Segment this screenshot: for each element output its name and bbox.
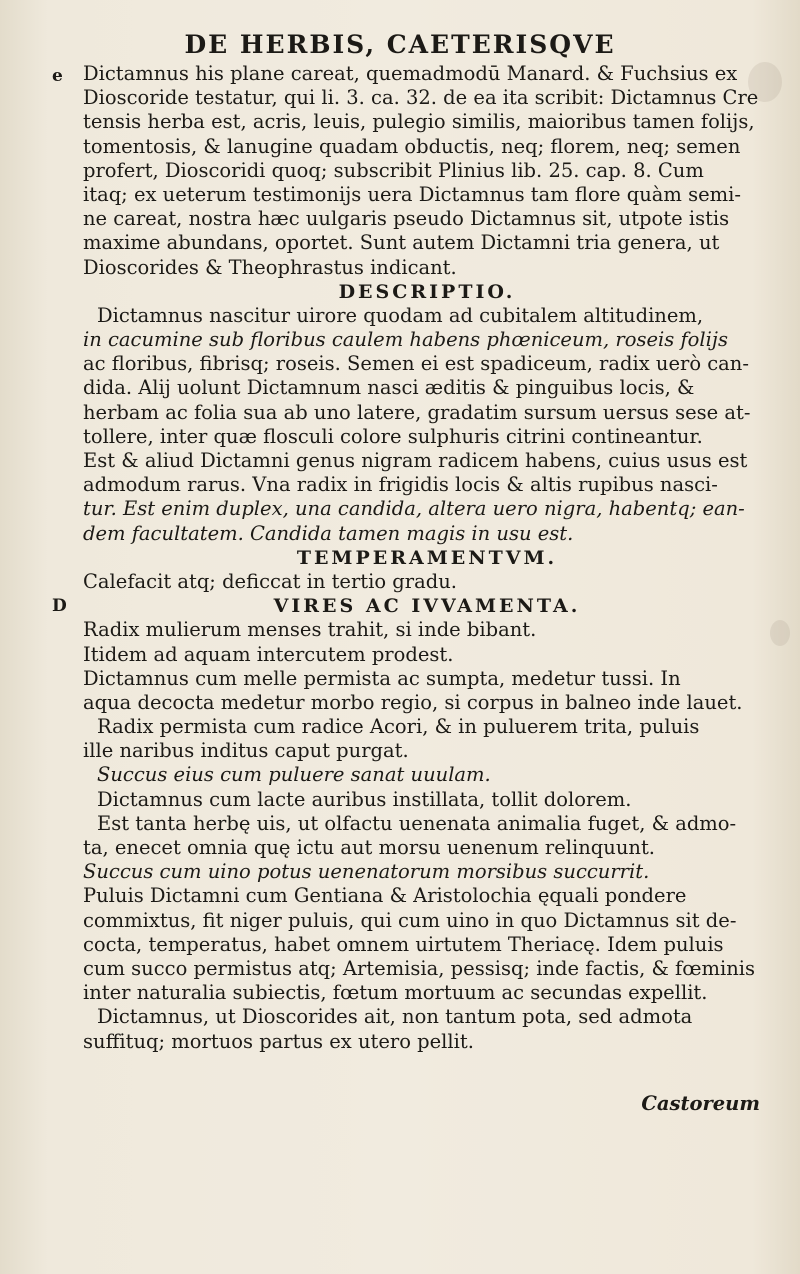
text-line: aqua decocta medetur morbo regio, si corpus in balneo inde lauet. [83,690,743,714]
margin-letter-d: D [52,596,67,616]
text-line: ac floribus, fibrisq; roseis. Semen ei est spadiceum, radix uerò can- [83,352,749,376]
text-line: profert, Dioscoridi quoq; subscribit Plinius lib. 25. cap. 8. Cum [83,158,704,182]
text-line: Puluis Dictamni cum Gentiana & Aristolochia ęquali pondere [83,884,687,908]
text-line: cum succo permistus atq; Artemisia, pessisq; inde factis, & fœminis [83,956,756,980]
text-line: Calefacit atq; deficcat in tertio gradu. [83,569,457,593]
body-text [83,62,771,1054]
text-line: in cacumine sub floribus caulem habens phœniceum, roseis folijs [83,328,728,352]
text-line: Radix mulierum menses trahit, si inde bibant. [83,618,537,642]
text-line: maxime abundans, oportet. Sunt autem Dictamni tria genera, ut [83,231,720,255]
text-line: commixtus, fit niger puluis, qui cum uino in quo Dictamnus sit de- [83,908,737,932]
text-line: herbam ac folia sua ab uno latere, gradatim sursum uersus sese at- [83,400,751,424]
text-line: dem facultatem. Candida tamen magis in usu est. [83,521,574,545]
text-line: admodum rarus. Vna radix in frigidis locis & altis rupibus nasci- [83,473,718,497]
section-heading-descriptio: DESCRIPTIO. [338,280,516,303]
text-line: Est tanta herbę uis, ut olfactu uenenata animalia fuget, & admo- [97,811,737,835]
text-line: tollere, inter quæ flosculi colore sulphuris citrini contineantur. [83,424,703,448]
text-line: Dioscoride testatur, qui li. 3. ca. 32. de ea ita scribit: Dictamnus Cre [83,86,759,110]
section-heading-temperamentum: TEMPERAMENTVM. [296,546,558,569]
text-line: tensis herba est, acris, leuis, pulegio similis, maioribus tamen folijs, [83,110,755,134]
text-line: Succus eius cum puluere sanat uuulam. [97,763,491,787]
text-line: Dictamnus his plane careat, quemadmodū Manard. & Fuchsius ex [83,62,738,85]
text-line: Dictamnus, ut Dioscorides ait, non tantum pota, sed admota [97,1005,693,1029]
text-line: ille naribus inditus caput purgat. [83,739,409,763]
running-head: DE HERBIS, CAETERISQVE [184,30,616,59]
text-line: Radix permista cum radice Acori, & in puluerem trita, puluis [97,715,700,739]
text-line: ta, enecet omnia quę ictu aut morsu uenenum relinquunt. [83,836,656,859]
text-line: Itidem ad aquam intercutem prodest. [83,642,454,666]
text-line: suffituq; mortuos partus ex utero pellit. [83,1029,474,1053]
margin-letter-e: e [52,66,63,86]
text-line: tur. Est enim duplex, una candida, altera uero nigra, habentq; ean- [83,497,745,521]
text-line: Dictamnus nascitur uirore quodam ad cubitalem altitudinem, [97,303,704,327]
text-line: Dioscorides & Theophrastus indicant. [83,255,457,279]
ink-blot [770,620,790,646]
text-line: ne careat, nostra hæc uulgaris pseudo Dictamnus sit, utpote istis [83,207,730,231]
catchword: Castoreum [641,1092,760,1115]
text-line: tomentosis, & lanugine quadam obductis, neq; florem, neq; semen [83,134,741,158]
section-heading-vires: VIRES AC IVVAMENTA. [273,595,581,618]
text-line: Succus cum uino potus uenenatorum morsibus succurrit. [83,860,650,884]
text-line: Dictamnus cum lacte auribus instillata, tollit dolorem. [97,787,632,811]
text-line: cocta, temperatus, habet omnem uirtutem Theriacę. Idem puluis [83,932,724,956]
text-line: itaq; ex ueterum testimonijs uera Dictamnus tam flore quàm semi- [83,182,741,206]
text-line: inter naturalia subiectis, fœtum mortuum ac secundas expellit. [83,981,708,1005]
text-line: Dictamnus cum melle permista ac sumpta, medetur tussi. In [83,666,681,690]
text-line: Est & aliud Dictamni genus nigram radicem habens, cuius usus est [83,449,748,472]
text-line: dida. Alij uolunt Dictamnum nasci æditis & pinguibus locis, & [83,376,695,400]
